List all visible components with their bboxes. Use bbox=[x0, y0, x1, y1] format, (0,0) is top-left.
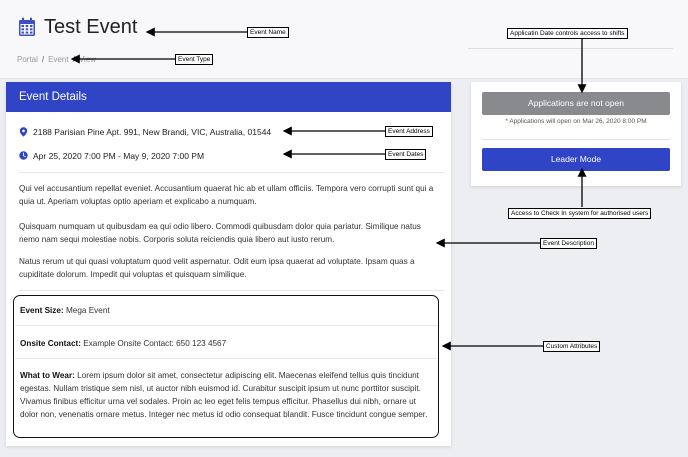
breadcrumb-view: View bbox=[78, 55, 97, 64]
description-paragraph-1: Qui vel accusantium repellat eveniet. Accusantium quaerat hic ab et ullam officiis. Tempora vero corrupti sunt qui a quia ut. Aperiam voluptas optio aperiam et explicabo a numquam. bbox=[19, 184, 434, 206]
annotation-event-dates: Event Dates bbox=[385, 149, 426, 160]
annotation-check-in: Access to Check In system for authorised users bbox=[508, 208, 651, 219]
description-paragraph-3: Natus rerum ut qui quasi voluptatum quod velit aspernatur. Odit eum ipsa quaerat ad voluptate. Ipsam quas a cupiditate dolorum. Impedit qui voluptas et quisquam similique. bbox=[19, 257, 415, 279]
attribute-value: Mega Event bbox=[65, 306, 110, 315]
attribute-label: Onsite Contact: bbox=[20, 339, 81, 348]
annotation-application-date: Applicatin Date controls access to shifts bbox=[507, 28, 628, 39]
event-dates: Apr 25, 2020 7:00 PM - May 9, 2020 7:00 PM bbox=[33, 151, 205, 161]
breadcrumb-event[interactable]: Event bbox=[48, 55, 69, 64]
attribute-label: Event Size: bbox=[20, 306, 64, 315]
applications-closed-button[interactable]: Applications are not open bbox=[482, 92, 670, 115]
attribute-value: Lorem ipsum dolor sit amet, consectetur adipiscing elit. Maecenas eleifend tellus quis tincidunt egestas. Nullam tristique sem nisl, ut auctor nibh euismod id. Curabitur suscipit ipsum ut nunc porttitor suscipit. Vivamus finibus efficitur urna vel sodales. Proin ac leo eget felis tempus efficitur. Phasellus dui nibh, ornare ut dolor non, venenatis ornare metus. Integer nec metus id odio consequat blandit. Fusce tincidunt congue semper. bbox=[20, 371, 428, 419]
annotation-custom-attributes: Custom Attributes bbox=[543, 341, 600, 352]
leader-mode-button[interactable]: Leader Mode bbox=[482, 148, 670, 171]
attribute-value: Example Onsite Contact: 650 123 4567 bbox=[83, 339, 227, 348]
breadcrumb: Portal / Event / View bbox=[17, 55, 97, 64]
annotation-event-description: Event Description bbox=[540, 238, 597, 249]
annotation-event-type: Event Type bbox=[175, 54, 213, 65]
applications-open-note: * Applications will open on Mar 26, 2020 8:00 PM bbox=[505, 118, 647, 125]
annotation-event-name: Event Name bbox=[247, 27, 289, 38]
event-address: 2188 Parisian Pine Apt. 991, New Brandi, VIC, Australia, 01544 bbox=[33, 127, 272, 137]
description-paragraph-2: Quisquam numquam ut quibusdam ea qui odio libero. Commodi quibusdam dolor quia pariatur. Similique natus nemo nam sequi molestiae nobis. Corporis soluta reiciendis quia libero aut iusto rerum. bbox=[19, 222, 421, 244]
page-title: Test Event bbox=[44, 16, 138, 38]
annotation-event-address: Event Address bbox=[385, 126, 433, 137]
breadcrumb-portal[interactable]: Portal bbox=[17, 55, 38, 64]
attribute-label: What to Wear: bbox=[20, 371, 75, 380]
event-details-heading: Event Details bbox=[6, 82, 451, 112]
